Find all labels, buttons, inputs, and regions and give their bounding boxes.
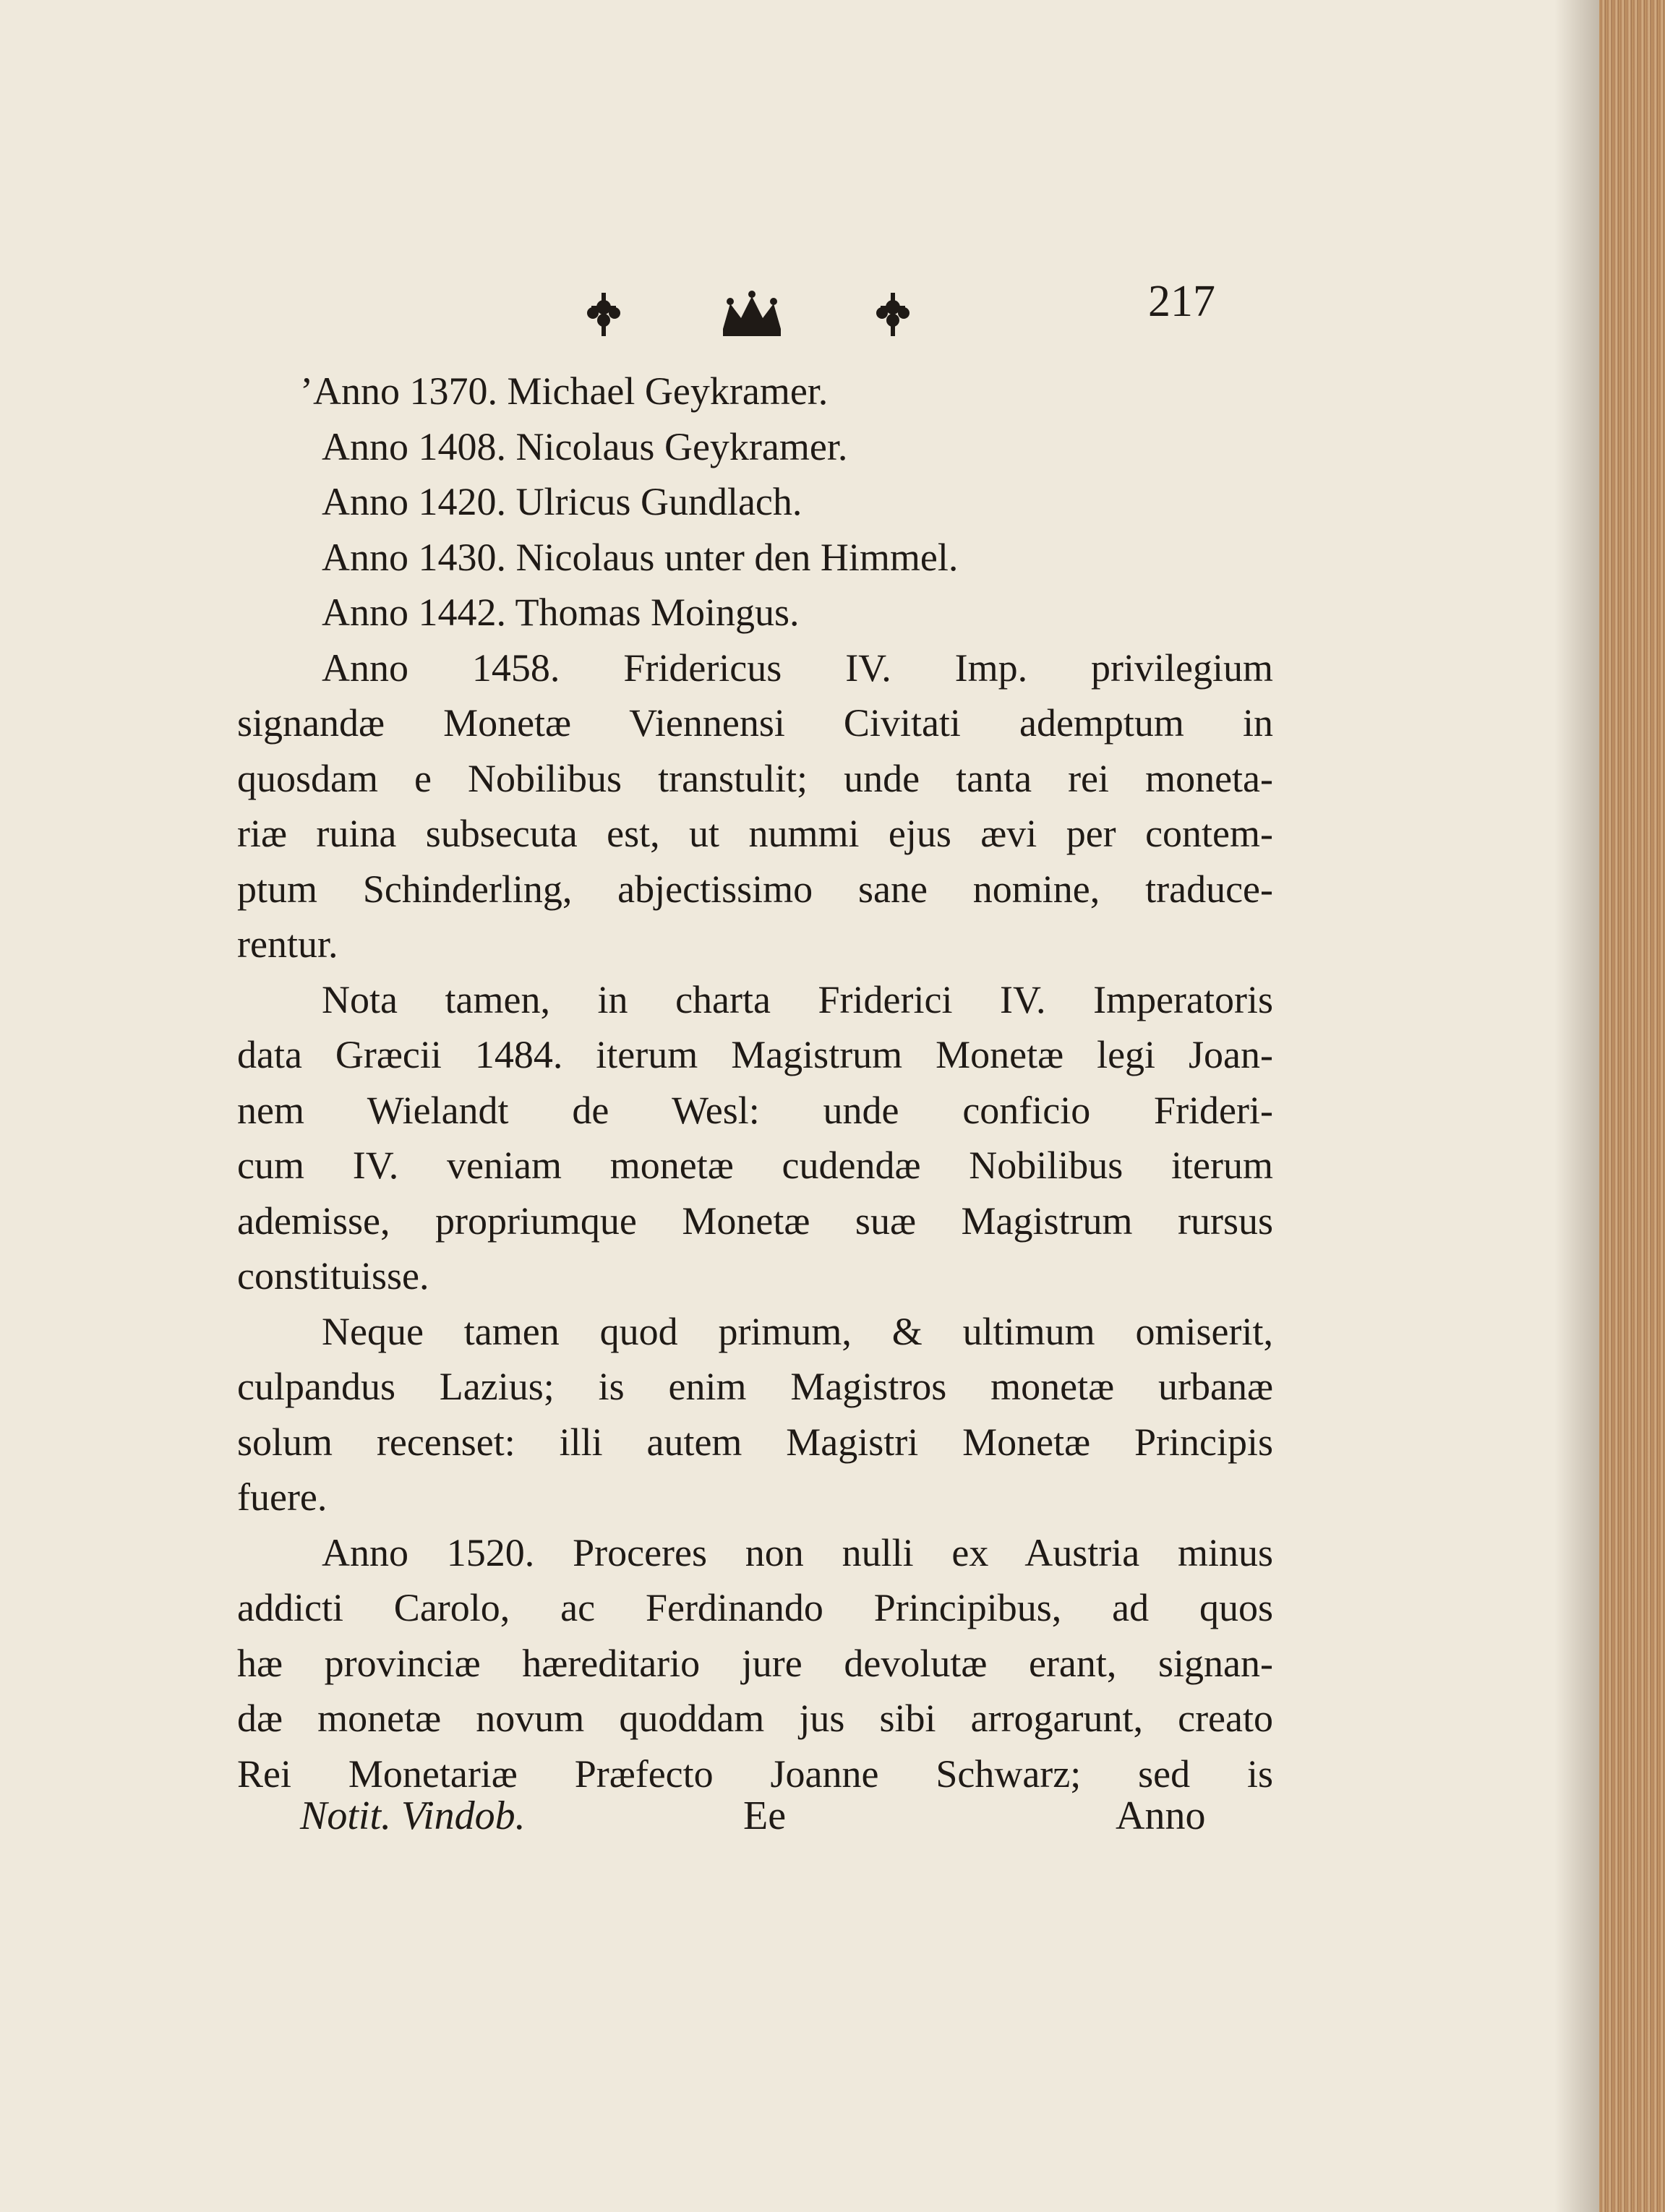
text-line: dæ monetæ novum quoddam jus sibi arrogarunt, creato [237,1697,1273,1740]
text-line: addicti Carolo, ac Ferdinando Principibus, ad quos [237,1586,1273,1629]
header-ornaments [586,278,925,343]
text-line: ademisse, propriumque Monetæ suæ Magistrum rursus [237,1199,1273,1243]
text-line: data Græcii 1484. iterum Magistrum Monetæ legi Joan- [237,1033,1273,1076]
text-line: Anno 1430. Nicolaus unter den Himmel. [322,536,959,579]
text-line: ptum Schinderling, abjectissimo sane nomine, traduce- [237,867,1273,911]
text-line: Anno 1520. Proceres non nulli ex Austria minus [322,1531,1273,1574]
text-line: Neque tamen quod primum, & ultimum omiserit, [322,1310,1273,1353]
text-line: Anno 1442. Thomas Moingus. [322,591,800,634]
text-line: solum recenset: illi autem Magistri Monetæ Principis [237,1420,1273,1464]
text-line: Rei Monetariæ Præfecto Joanne Schwarz; sed is [237,1752,1273,1796]
footer-signature: Notit. Vindob. [300,1793,526,1838]
page-number: 217 [1148,277,1215,326]
text-line: cum IV. veniam monetæ cudendæ Nobilibus iterum [237,1144,1273,1187]
text-line: culpandus Lazius; is enim Magistros monetæ urbanæ [237,1365,1273,1408]
text-line: ’Anno 1370. Michael Geykramer. [300,369,829,413]
fleuron-icon [587,293,620,336]
text-line: Anno 1458. Fridericus IV. Imp. privilegium [322,646,1273,690]
text-line: signandæ Monetæ Viennensi Civitati ademptum in [237,701,1273,745]
text-line: hæ provinciæ hæreditario jure devolutæ erant, signan- [237,1642,1273,1685]
fleuron-icon [876,293,909,336]
text-line: Nota tamen, in charta Friderici IV. Imperatoris [322,978,1273,1021]
text-line: Anno 1408. Nicolaus Geykramer. [322,425,848,468]
page-gutter-shadow [1554,0,1599,2212]
text-line: nem Wielandt de Wesl: unde conficio Frideri- [237,1089,1273,1132]
footer-signature-mark: Ee [743,1793,787,1838]
crown-icon [723,291,781,336]
page-edges [1599,0,1665,2212]
text-line: quosdam e Nobilibus transtulit; unde tanta rei moneta- [237,757,1273,800]
text-line: Anno 1420. Ulricus Gundlach. [322,480,802,523]
text-line: constituisse. [237,1254,429,1298]
text-line: riæ ruina subsecuta est, ut nummi ejus ævi per contem- [237,812,1273,855]
text-line: rentur. [237,922,338,966]
footer-catchword: Anno [1116,1793,1206,1838]
text-line: fuere. [237,1475,328,1519]
